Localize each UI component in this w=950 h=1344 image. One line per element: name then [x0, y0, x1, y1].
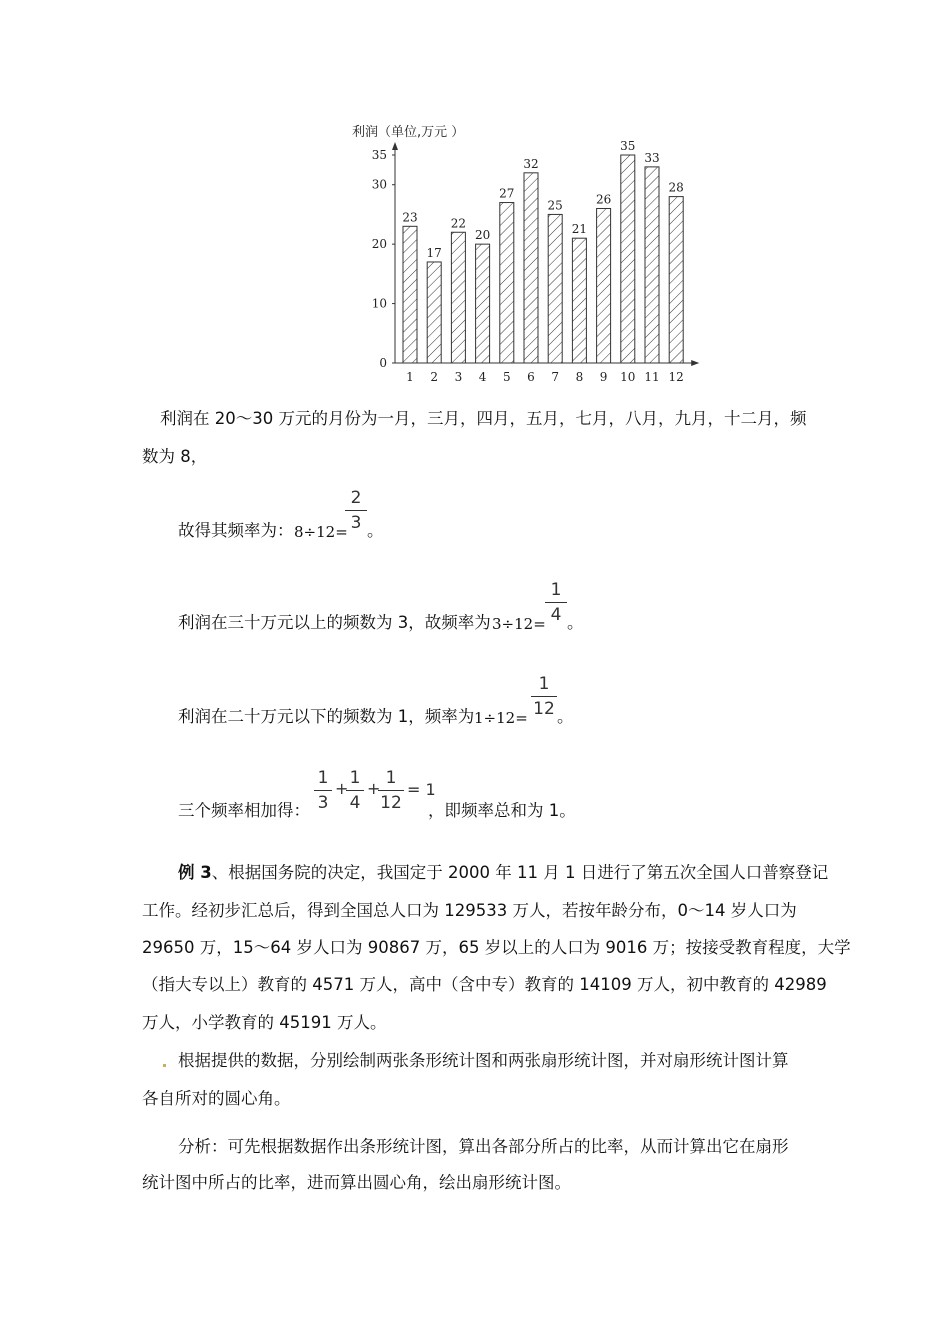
fraction-bar	[378, 790, 404, 791]
freq1-fraction	[345, 488, 367, 533]
fraction-denominator: 12	[533, 699, 555, 719]
bar	[403, 226, 417, 363]
sum-fraction-1	[314, 768, 332, 813]
bar	[500, 203, 514, 363]
x-tick-label: 12	[668, 370, 684, 384]
x-tick-label: 4	[478, 370, 487, 384]
example3-line1	[178, 862, 828, 884]
fraction-denominator: 3	[350, 513, 362, 533]
fraction-numerator: 1	[385, 768, 397, 788]
bar	[427, 262, 441, 363]
freq2-text: 利润在三十万元以上的频数为 3，故频率为	[178, 613, 491, 632]
y-tick-label: 0	[379, 356, 387, 370]
x-tick-label: 10	[620, 370, 636, 384]
fraction-numerator: 2	[350, 488, 362, 508]
y-tick-label: 30	[371, 177, 387, 192]
fraction-denominator: 4	[550, 605, 562, 625]
x-tick-label: 9	[599, 370, 608, 384]
bar-value-label: 17	[426, 245, 442, 260]
bar-value-label: 26	[595, 192, 612, 207]
plus-sign-1: +	[335, 779, 349, 798]
freq2-end: 。	[567, 613, 584, 632]
bar-value-label: 33	[644, 150, 660, 165]
fraction-numerator: 1	[538, 674, 550, 694]
freq2-expression: 3÷12=	[492, 615, 546, 633]
example3-line3: 29650 万，15～64 岁人口为 90867 万，65 岁以上的人口为 9016 万；按接受教育程度，大学	[142, 938, 851, 957]
bar	[572, 238, 586, 363]
x-tick-label: 2	[430, 370, 439, 384]
x-tick-label: 1	[406, 370, 414, 384]
freq3-end: 。	[557, 707, 574, 726]
bar-value-label: 35	[620, 139, 636, 153]
x-tick-label: 11	[644, 370, 660, 384]
bar	[451, 232, 465, 363]
para1-line2: 数为 8，	[142, 447, 208, 466]
freq1-text: 故得其频率为：	[178, 521, 294, 540]
fraction-denominator: 4	[349, 793, 361, 813]
example3-line1-text: 、根据国务院的决定，我国定于 2000 年 11 月 1 日进行了第五次全国人口普察登记	[211, 863, 829, 882]
task-line1: 根据提供的数据，分别绘制两张条形统计图和两张扇形统计图，并对扇形统计图计算	[178, 1051, 789, 1070]
fraction-bar	[531, 696, 557, 697]
fraction-bar	[545, 602, 567, 603]
bar	[645, 167, 659, 363]
x-tick-label: 7	[551, 370, 560, 384]
fraction-bar	[314, 790, 332, 791]
analysis-line2: 统计图中所占的比率，进而算出圆心角，绘出扇形统计图。	[142, 1173, 571, 1192]
para1-line1: 利润在 20～30 万元的月份为一月，三月，四月，五月，七月，八月，九月，十二月，频	[160, 409, 807, 428]
bar	[621, 155, 635, 363]
freq2-fraction	[545, 580, 567, 625]
x-tick-label: 3	[454, 370, 463, 384]
fraction-bar	[346, 790, 364, 791]
analysis-line1: 分析：可先根据数据作出条形统计图，算出各部分所占的比率，从而计算出它在扇形	[178, 1137, 789, 1156]
bar-value-label: 28	[668, 180, 684, 195]
equals-one: = 1	[407, 780, 436, 799]
x-axis-arrow	[691, 360, 699, 366]
bar-value-label: 27	[499, 186, 515, 201]
y-axis-arrow	[392, 142, 398, 150]
sum-text: 三个频率相加得：	[178, 801, 310, 820]
freq3-text: 利润在二十万元以下的频数为 1，频率为	[178, 707, 475, 726]
x-tick-label: 8	[575, 370, 584, 384]
chart-title: 利润（单位,万元 ）	[352, 125, 465, 140]
y-tick-label: 10	[371, 296, 387, 311]
bar-value-label: 20	[474, 228, 491, 243]
bar	[669, 197, 683, 363]
bar	[524, 173, 538, 363]
example3-line4: （指大专以上）教育的 4571 万人，高中（含中专）教育的 14109 万人，初中教育的 42989	[142, 975, 827, 994]
example3-line5: 万人，小学教育的 45191 万人。	[142, 1013, 387, 1032]
example3-line2: 工作。经初步汇总后，得到全国总人口为 129533 万人，若按年龄分布，0～14 岁人口为	[142, 901, 797, 920]
task-line2: 各自所对的圆心角。	[142, 1089, 291, 1108]
bar-value-label: 32	[523, 156, 539, 171]
freq1-end: 。	[367, 521, 384, 540]
bar-value-label: 21	[571, 222, 588, 237]
x-tick-label: 5	[502, 370, 511, 384]
x-tick-label: 6	[527, 370, 535, 384]
marker-dot	[163, 1064, 166, 1067]
bar-value-label: 22	[450, 216, 467, 231]
freq3-expression: 1÷12=	[474, 709, 528, 727]
y-tick-label: 20	[371, 237, 387, 252]
fraction-denominator: 3	[317, 793, 329, 813]
sum-tail: ，即频率总和为 1。	[428, 801, 576, 820]
fraction-bar	[345, 510, 367, 511]
profit-bar-chart	[340, 118, 700, 390]
fraction-numerator: 1	[550, 580, 562, 600]
bar-value-label: 23	[402, 210, 418, 225]
bar	[476, 244, 490, 363]
fraction-numerator: 1	[349, 768, 361, 788]
freq1-expression: 8÷12=	[294, 523, 348, 541]
example3-label: 例 3	[178, 863, 212, 882]
bar	[548, 214, 562, 363]
bar-value-label: 25	[547, 198, 563, 213]
fraction-numerator: 1	[317, 768, 329, 788]
bar	[597, 208, 611, 363]
sum-fraction-3	[378, 768, 404, 813]
freq3-fraction	[531, 674, 557, 719]
plus-sign-2: +	[367, 779, 381, 798]
fraction-denominator: 12	[380, 793, 402, 813]
y-tick-label: 35	[371, 148, 387, 162]
sum-fraction-2	[346, 768, 364, 813]
